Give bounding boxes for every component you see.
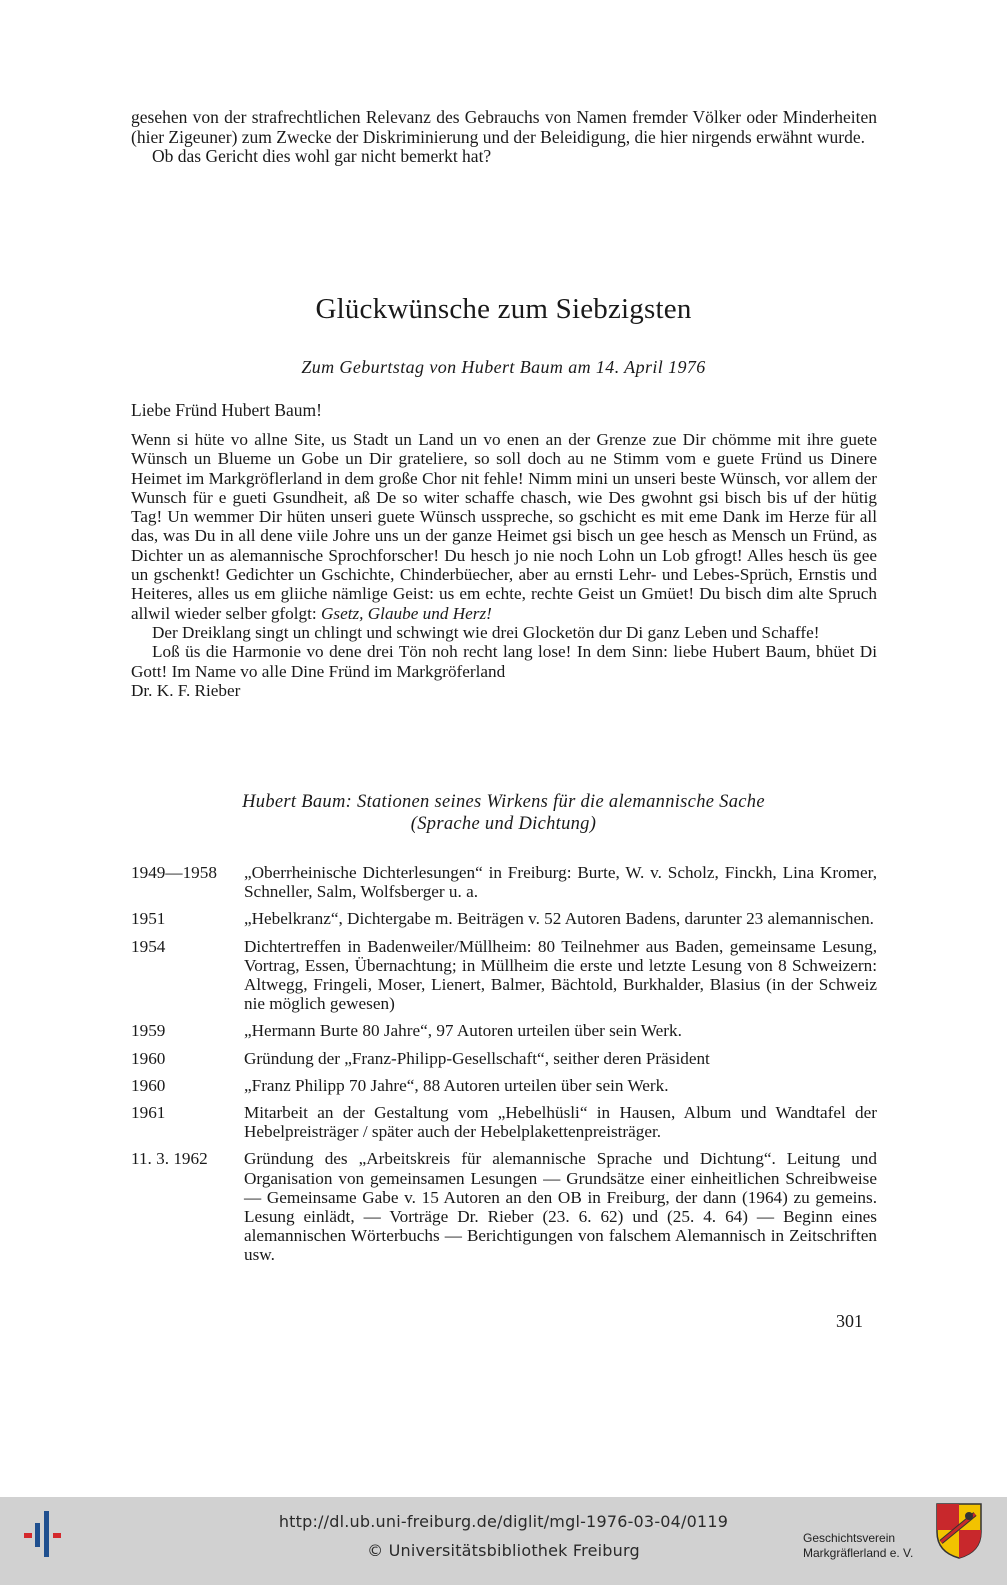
timeline-row [131, 1149, 877, 1264]
intro-question: Ob das Gericht dies wohl gar nicht bemerkt hat? [152, 146, 492, 166]
timeline-text: Dichtertreffen in Badenweiler/Müllheim: 80 Teilnehmer aus Baden, gemeinsame Lesung, Vortrag, Essen, Übernachtung; in Müllheim die erste und letzte Lesung von 8 Schweizern: Altwegg, Fringeli, Moser, Lienert, Balmer, Bächtold, Burkhalder, Blasius (in der Schweiz nie möglich gewesen) [244, 936, 877, 1014]
footer-bar [0, 1497, 1007, 1585]
timeline-text: „Franz Philipp 70 Jahre“, 88 Autoren urteilen über sein Werk. [244, 1075, 669, 1095]
letter-body [131, 430, 877, 700]
timeline-year: 1949—1958 [131, 863, 217, 882]
intro-text [131, 108, 877, 167]
timeline-text: Gründung des „Arbeitskreis für alemannische Sprache und Dichtung“. Leitung und Organisation von gemeinsamen Lesungen — Grundsätze einer einheitlichen Schreibweise — Gemeinsame Gabe v. 15 Autoren an den OB in Freiburg, der dann (1964) zu gemeins. Lesung einlädt, — Vorträge Dr. Rieber (23. 6. 62) und (25. 4. 64) — Beginn eines alemannischen Wörterbuchs — Berichtigungen von falschem Alemannisch in Zeitschriften usw. [244, 1149, 877, 1265]
letter-paragraph-3: Loß üs die Harmonie vo dene drei Tön noh recht lang lose! In dem Sinn: liebe Hubert Baum, bhüet Di Gott! Im Name vo alle Dine Fründ im Markgröferland [131, 642, 877, 681]
article-title: Glückwünsche zum Siebzigsten [315, 293, 692, 325]
timeline-year: 1959 [131, 1021, 166, 1041]
timeline-row [131, 1103, 877, 1141]
letter-paragraph-1-text: Wenn si hüte vo allne Site, us Stadt un Land un vo enen an der Grenze zue Dir chömme mit ihre guete Wünsch un Blueme un Gobe un Dir grateliere, so soll doch au ne Stimm vom e guete Fründ us Dinere Heimet im Markgröflerland in dem große Chor nit fehle! Nimm mini un unseri beste Wünsch, vor allem der Wunsch für e gueti Gsundheit, aß De so witer schaffe chasch, wie Des gwohnt gsi bisch bis uf der hütig Tag! Un wemmer Dir hüten unseri guete Wünsch usspreche, so gschicht es mit eme Dank im Herze für all das, was Du in all dene viile Johre uns un der ganze Heimet gsi bisch un gee hesch as Mensch un Fründ, as Dichter un as alemannische Sprochforscher! Du hesch jo nie noch Lohn un Lob gfrogt! Alles hesch üs gee un gschenkt! Gedichter un Gschichte, Chinderbüecher, aber au ernsti Lehr- und Lebes-Sprüch, Ernstis und Heiteres, alles us em gliiche nämlige Geist: us em echte, rechte Geist un Gmüet! Du bisch dim alte Spruch allwil wieder selber gfolgt: [131, 430, 877, 623]
timeline-year: 1961 [131, 1103, 166, 1123]
timeline-row [131, 863, 877, 901]
letter-motto: Gsetz, Glaube und Herz! [320, 603, 492, 623]
timeline-row [131, 1076, 877, 1095]
timeline-text: „Oberrheinische Dichterlesungen“ in Freiburg: Burte, W. v. Scholz, Finckh, Lina Kromer, Schneller, Salm, Wolfsberger u. a. [244, 863, 877, 902]
stations-title [0, 791, 1007, 835]
timeline-row [131, 1021, 877, 1040]
timeline-year: 1954 [131, 936, 166, 956]
stations-title-line-1: Hubert Baum: Stationen seines Wirkens für die alemannische Sache [242, 792, 765, 812]
timeline-row [131, 909, 877, 928]
timeline-year: 1960 [131, 1048, 166, 1068]
article-subtitle: Zum Geburtstag von Hubert Baum am 14. April 1976 [301, 357, 706, 377]
stations-title-line-2: (Sprache und Dichtung) [410, 814, 597, 834]
society-name-line-2: Markgräflerland e. V. [803, 1546, 914, 1560]
timeline-year: 1951 [131, 909, 166, 929]
timeline-year: 11. 3. 1962 [131, 1149, 208, 1169]
timeline-text: „Hebelkranz“, Dichtergabe m. Beiträgen v. 52 Autoren Badens, darunter 23 alemannischen. [244, 909, 874, 929]
timeline-row [131, 1049, 877, 1068]
letter-greeting: Liebe Fründ Hubert Baum! [131, 400, 322, 420]
footer-url-link[interactable]: http://dl.ub.uni-freiburg.de/diglit/mgl-1976-03-04/0119 [278, 1512, 729, 1531]
timeline-row [131, 937, 877, 1014]
intro-paragraph: gesehen von der strafrechtlichen Relevanz des Gebrauchs von Namen fremder Völker oder Minderheiten (hier Zigeuner) zum Zwecke der Diskriminierung und der Beleidigung, die hier nirgends erwähnt wurde. [131, 107, 877, 147]
markgraeflerland-crest-icon [935, 1502, 983, 1560]
timeline-text: „Hermann Burte 80 Jahre“, 97 Autoren urteilen über sein Werk. [244, 1021, 682, 1041]
timeline-text: Mitarbeit an der Gestaltung vom „Hebelhüsli“ in Hausen, Album und Wandtafel der Hebelpreisträger / später auch der Hebelplakettenpreisträger. [244, 1103, 877, 1142]
timeline-text: Gründung der „Franz-Philipp-Gesellschaft“, seither deren Präsident [244, 1048, 710, 1068]
society-name-line-1: Geschichtsverein [803, 1531, 896, 1545]
letter-paragraph-1 [131, 430, 877, 623]
footer-copyright: © Universitätsbibliothek Freiburg [367, 1541, 640, 1560]
stations-timeline [131, 863, 877, 1273]
timeline-year: 1960 [131, 1075, 166, 1095]
page-number: 301 [836, 1311, 863, 1331]
society-name [803, 1531, 913, 1561]
letter-signature: Dr. K. F. Rieber [131, 680, 241, 700]
letter-paragraph-2: Der Dreiklang singt un chlingt und schwingt wie drei Glocketön dur Di ganz Leben und Schaffe! [152, 622, 820, 642]
